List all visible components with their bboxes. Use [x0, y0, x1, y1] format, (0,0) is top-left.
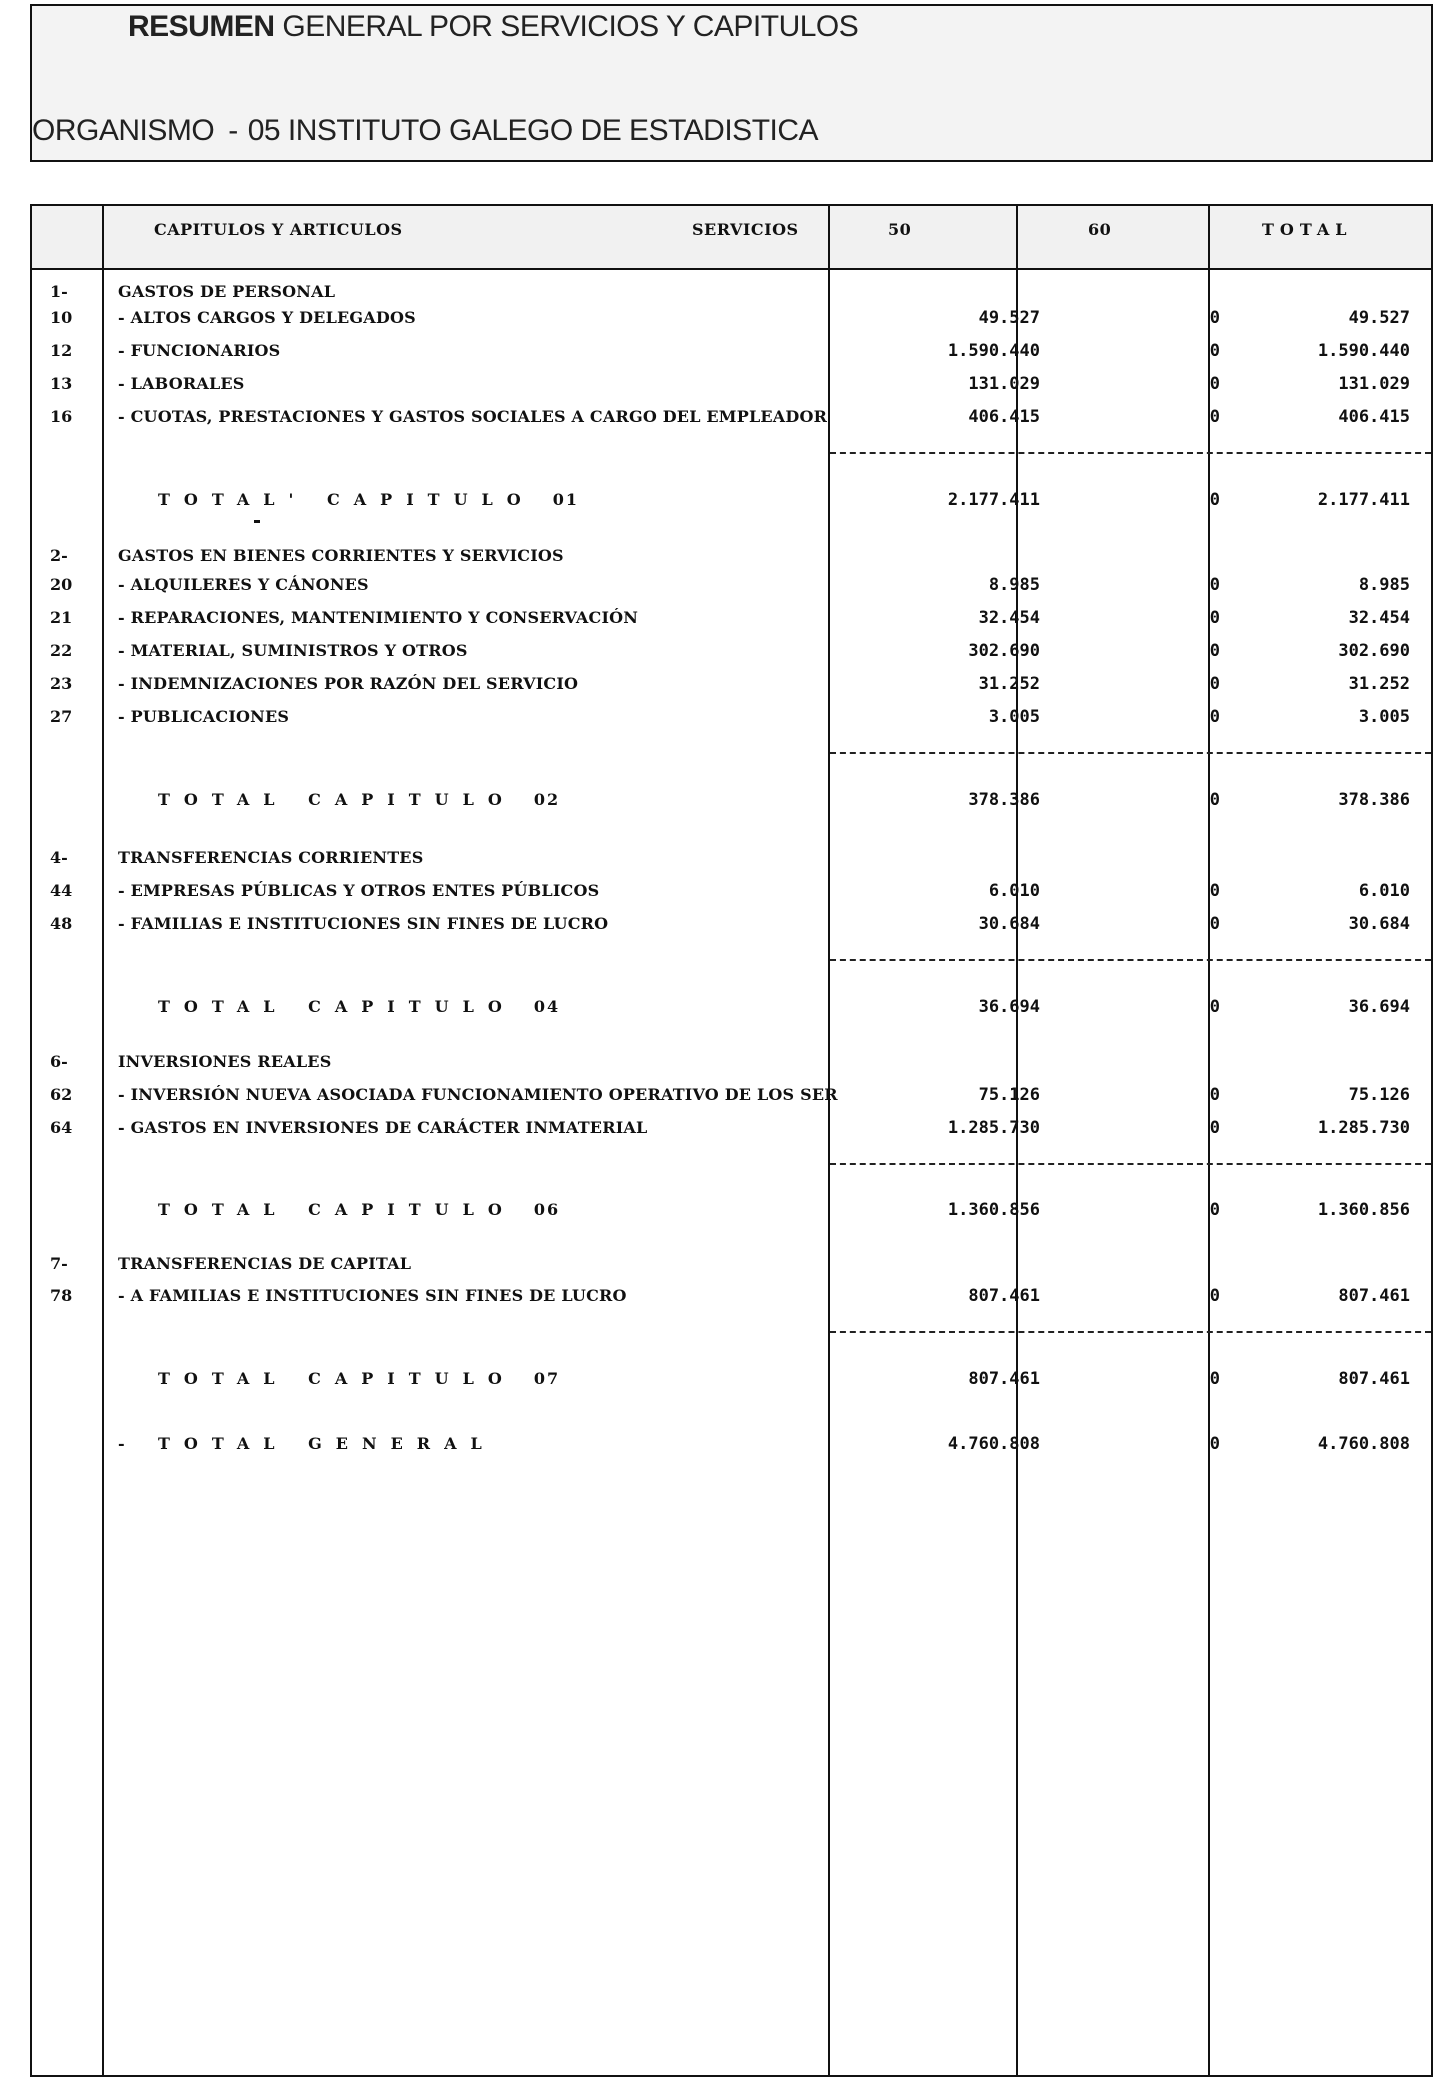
- chapter-number: 02: [533, 790, 561, 809]
- section-code: 1-: [50, 282, 68, 301]
- value-service-50: 302.690: [968, 641, 1040, 661]
- article-description: - A FAMILIAS E INSTITUCIONES SIN FINES DE LUCRO: [118, 1286, 627, 1305]
- value-service-50: 30.684: [978, 914, 1040, 934]
- value-service-50: 49.527: [978, 308, 1040, 328]
- value-total: 49.527: [1348, 308, 1410, 328]
- value-total: 131.029: [1338, 374, 1410, 394]
- article-code: 16: [50, 407, 73, 426]
- value-service-60: 0: [1209, 374, 1220, 394]
- table-row: [32, 308, 1431, 338]
- chapter-number: 01: [552, 490, 579, 509]
- article-description: - EMPRESAS PÚBLICAS Y OTROS ENTES PÚBLICOS: [118, 881, 600, 900]
- article-code: 13: [50, 374, 73, 393]
- value-total: 406.415: [1338, 407, 1410, 427]
- section-title: TRANSFERENCIAS CORRIENTES: [118, 848, 424, 867]
- grand-total-prefix: -: [118, 1434, 125, 1453]
- value-service-50: 406.415: [968, 407, 1040, 427]
- chapter-total-value: 807.461: [1338, 1369, 1410, 1389]
- value-total: 8.985: [1358, 575, 1410, 595]
- table-row: [32, 374, 1431, 404]
- chapter-total-text: TOTAL CAPITULO: [158, 1200, 516, 1219]
- chapter-total-service-50: 1.360.856: [947, 1200, 1040, 1220]
- value-total: 1.590.440: [1317, 341, 1410, 361]
- article-description: - GASTOS EN INVERSIONES DE CARÁCTER INMATERIAL: [118, 1118, 648, 1137]
- article-code: 10: [50, 308, 73, 327]
- section-heading-row: [32, 1254, 1431, 1284]
- section-title: INVERSIONES REALES: [118, 1052, 332, 1071]
- title-bold: RESUMEN: [128, 10, 275, 43]
- section-heading-row: [32, 1052, 1431, 1082]
- article-description: - ALQUILERES Y CÁNONES: [118, 575, 369, 594]
- value-service-50: 3.005: [988, 707, 1040, 727]
- organismo-line: [32, 114, 818, 148]
- article-code: 44: [50, 881, 73, 900]
- table-row: [32, 674, 1431, 704]
- chapter-total-service-50: 2.177.411: [947, 490, 1040, 510]
- chapter-total-row: [32, 997, 1431, 1027]
- chapter-total-service-60: 0: [1209, 1200, 1220, 1220]
- value-service-50: 807.461: [968, 1286, 1040, 1306]
- chapter-total-service-50: 807.461: [968, 1369, 1040, 1389]
- value-service-60: 0: [1209, 881, 1220, 901]
- value-service-50: 32.454: [978, 608, 1040, 628]
- article-code: 20: [50, 575, 73, 594]
- value-service-60: 0: [1209, 575, 1220, 595]
- section-code: 7-: [50, 1254, 68, 1273]
- chapter-total-text: TOTAL CAPITULO: [158, 997, 516, 1016]
- value-service-60: 0: [1209, 1085, 1220, 1105]
- value-service-60: 0: [1209, 407, 1220, 427]
- chapter-total-text: TOTAL' CAPITULO: [158, 490, 535, 509]
- chapter-total-label: [158, 490, 579, 509]
- subtotal-separator: [830, 452, 1431, 454]
- subtotal-separator: [830, 959, 1431, 961]
- value-total: 30.684: [1348, 914, 1410, 934]
- section-title: GASTOS EN BIENES CORRIENTES Y SERVICIOS: [118, 546, 564, 565]
- chapter-total-label: [158, 1369, 560, 1388]
- value-service-60: 0: [1209, 608, 1220, 628]
- article-description: - FUNCIONARIOS: [118, 341, 281, 360]
- article-code: 21: [50, 608, 73, 627]
- value-service-60: 0: [1209, 308, 1220, 328]
- chapter-total-row: [32, 1369, 1431, 1399]
- header-separator: [32, 268, 1431, 270]
- organismo-separator: -: [228, 114, 238, 147]
- article-description: - REPARACIONES, MANTENIMIENTO Y CONSERVACIÓN: [118, 608, 639, 627]
- value-service-60: 0: [1209, 341, 1220, 361]
- article-description: - CUOTAS, PRESTACIONES Y GASTOS SOCIALES A CARGO DEL EMPLEADOR: [118, 407, 828, 426]
- value-total: 1.285.730: [1317, 1118, 1410, 1138]
- section-title: TRANSFERENCIAS DE CAPITAL: [118, 1254, 412, 1273]
- value-total: 75.126: [1348, 1085, 1410, 1105]
- header-service-60: 60: [1088, 220, 1112, 239]
- stray-mark: [254, 520, 260, 523]
- value-service-50: 8.985: [988, 575, 1040, 595]
- grand-total-row: [32, 1434, 1431, 1464]
- grand-total-service-60: 0: [1209, 1434, 1220, 1454]
- grand-total-service-50: 4.760.808: [947, 1434, 1040, 1454]
- organismo-label: ORGANISMO: [32, 114, 215, 147]
- title-rest: GENERAL POR SERVICIOS Y CAPITULOS: [282, 10, 859, 43]
- table-row: [32, 341, 1431, 371]
- value-service-50: 131.029: [968, 374, 1040, 394]
- chapter-total-service-60: 0: [1209, 1369, 1220, 1389]
- value-total: 302.690: [1338, 641, 1410, 661]
- chapter-total-text: TOTAL CAPITULO: [158, 790, 516, 809]
- chapter-total-value: 2.177.411: [1317, 490, 1410, 510]
- table-row: [32, 575, 1431, 605]
- chapter-total-label: [158, 790, 560, 809]
- chapter-number: 04: [533, 997, 561, 1016]
- article-description: - INDEMNIZACIONES POR RAZÓN DEL SERVICIO: [118, 674, 579, 693]
- value-total: 31.252: [1348, 674, 1410, 694]
- value-total: 32.454: [1348, 608, 1410, 628]
- value-service-50: 31.252: [978, 674, 1040, 694]
- table-row: [32, 1085, 1431, 1115]
- value-service-60: 0: [1209, 1286, 1220, 1306]
- table-row: [32, 914, 1431, 944]
- chapter-total-row: [32, 490, 1431, 520]
- chapter-total-value: 36.694: [1348, 997, 1410, 1017]
- chapter-total-service-60: 0: [1209, 997, 1220, 1017]
- article-code: 22: [50, 641, 73, 660]
- value-service-60: 0: [1209, 1118, 1220, 1138]
- article-code: 64: [50, 1118, 73, 1137]
- chapter-total-text: TOTAL CAPITULO: [158, 1369, 516, 1388]
- chapter-number: 07: [533, 1369, 561, 1388]
- chapter-total-value: 378.386: [1338, 790, 1410, 810]
- section-code: 2-: [50, 546, 68, 565]
- chapter-total-service-60: 0: [1209, 490, 1220, 510]
- article-description: - ALTOS CARGOS Y DELEGADOS: [118, 308, 416, 327]
- chapter-total-row: [32, 1200, 1431, 1230]
- value-service-50: 1.590.440: [947, 341, 1040, 361]
- grand-total-value: 4.760.808: [1317, 1434, 1410, 1454]
- table-row: [32, 608, 1431, 638]
- grand-total-label: TOTAL GENERAL: [158, 1434, 496, 1453]
- article-code: 27: [50, 707, 73, 726]
- header-servicios: SERVICIOS: [692, 220, 799, 239]
- budget-table: [30, 204, 1433, 2077]
- chapter-total-value: 1.360.856: [1317, 1200, 1410, 1220]
- subtotal-separator: [830, 1331, 1431, 1333]
- section-heading-row: [32, 848, 1431, 878]
- table-row: [32, 407, 1431, 437]
- subtotal-separator: [830, 752, 1431, 754]
- article-code: 62: [50, 1085, 73, 1104]
- value-service-50: 1.285.730: [947, 1118, 1040, 1138]
- value-service-60: 0: [1209, 674, 1220, 694]
- chapter-total-label: [158, 1200, 560, 1219]
- subtotal-separator: [830, 1163, 1431, 1165]
- article-description: - PUBLICACIONES: [118, 707, 290, 726]
- value-total: 6.010: [1358, 881, 1410, 901]
- chapter-number: 06: [533, 1200, 561, 1219]
- table-row: [32, 641, 1431, 671]
- value-service-60: 0: [1209, 641, 1220, 661]
- article-description: - MATERIAL, SUMINISTROS Y OTROS: [118, 641, 468, 660]
- header-capitulos: CAPITULOS Y ARTICULOS: [154, 220, 403, 239]
- section-heading-row: [32, 546, 1431, 576]
- chapter-total-row: [32, 790, 1431, 820]
- section-title: GASTOS DE PERSONAL: [118, 282, 336, 301]
- article-description: - LABORALES: [118, 374, 245, 393]
- chapter-total-service-50: 378.386: [968, 790, 1040, 810]
- table-row: [32, 881, 1431, 911]
- header-box: [30, 4, 1433, 162]
- article-description: - FAMILIAS E INSTITUCIONES SIN FINES DE LUCRO: [118, 914, 609, 933]
- chapter-total-service-50: 36.694: [978, 997, 1040, 1017]
- organismo-value: 05 INSTITUTO GALEGO DE ESTADISTICA: [247, 114, 819, 147]
- value-service-60: 0: [1209, 707, 1220, 727]
- header-total: TOTAL: [1262, 220, 1353, 239]
- section-code: 4-: [50, 848, 68, 867]
- table-row: [32, 1118, 1431, 1148]
- value-service-50: 6.010: [988, 881, 1040, 901]
- section-code: 6-: [50, 1052, 68, 1071]
- chapter-total-label: [158, 997, 560, 1016]
- chapter-total-service-60: 0: [1209, 790, 1220, 810]
- article-code: 48: [50, 914, 73, 933]
- table-row: [32, 707, 1431, 737]
- article-code: 23: [50, 674, 73, 693]
- table-row: [32, 1286, 1431, 1316]
- header-service-50: 50: [888, 220, 912, 239]
- page-title: [128, 10, 858, 44]
- value-service-60: 0: [1209, 914, 1220, 934]
- article-code: 12: [50, 341, 73, 360]
- value-total: 807.461: [1338, 1286, 1410, 1306]
- value-service-50: 75.126: [978, 1085, 1040, 1105]
- value-total: 3.005: [1358, 707, 1410, 727]
- article-code: 78: [50, 1286, 73, 1305]
- article-description: - INVERSIÓN NUEVA ASOCIADA FUNCIONAMIENTO OPERATIVO DE LOS SER: [118, 1085, 838, 1104]
